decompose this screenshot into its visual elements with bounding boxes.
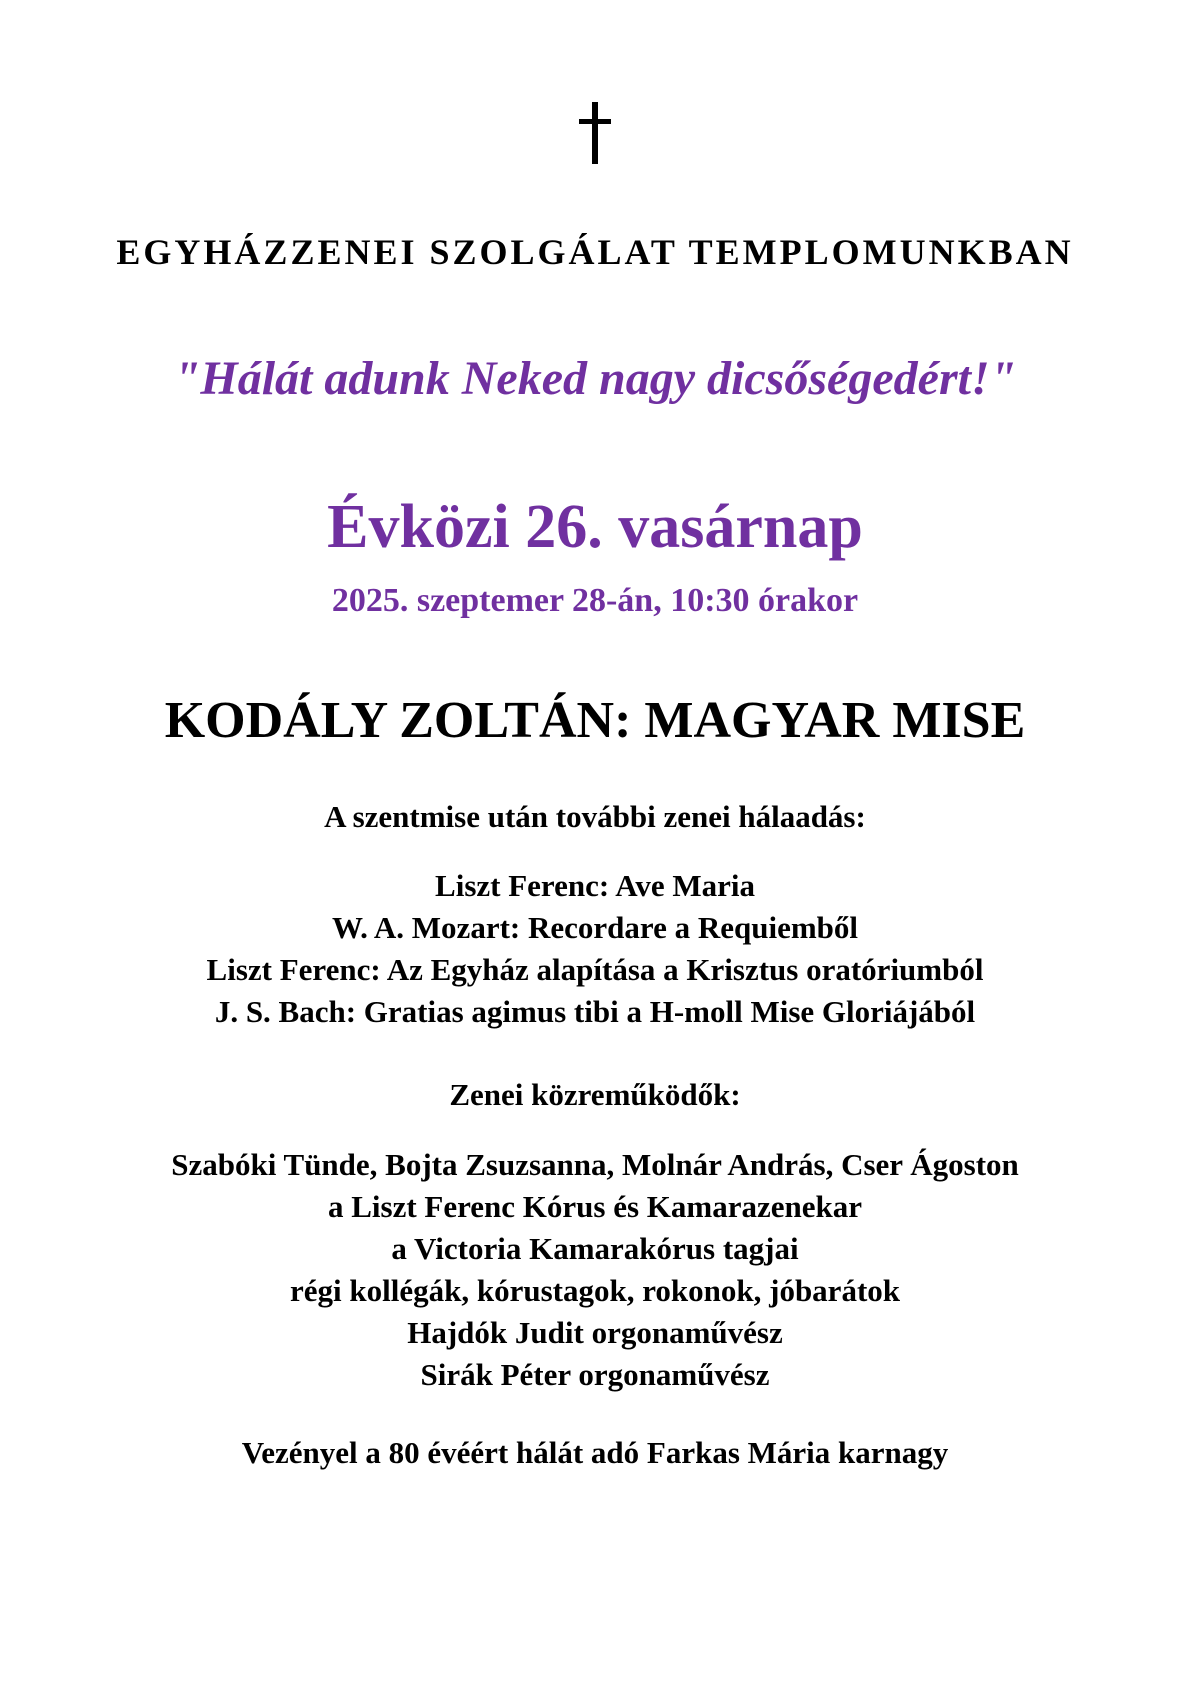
performers-list [0, 1144, 1190, 1396]
main-work-title: KODÁLY ZOLTÁN: MAGYAR MISE [164, 692, 1026, 749]
performer-line: Hajdók Judit orgonaművész [407, 1315, 783, 1350]
program-item: W. A. Mozart: Recordare a Requiemből [331, 910, 859, 945]
event-date-time: 2025. szeptemer 28-án, 10:30 órakor [331, 582, 859, 619]
service-header: EGYHÁZZENEI SZOLGÁLAT TEMPLOMUNKBAN [116, 232, 1074, 272]
performer-line: Sirák Péter orgonaművész [420, 1357, 770, 1392]
program-item: Liszt Ferenc: Ave Maria [435, 868, 755, 903]
performer-line: a Victoria Kamarakórus tagjai [391, 1231, 799, 1266]
program-list [0, 865, 1190, 1033]
liturgical-day-title: Évközi 26. vasárnap [327, 493, 863, 561]
after-mass-heading: A szentmise után további zenei hálaadás: [324, 799, 866, 834]
latin-cross-icon [579, 102, 611, 164]
performers-heading: Zenei közreműködők: [449, 1077, 741, 1112]
performer-line: a Liszt Ferenc Kórus és Kamarazenekar [327, 1189, 863, 1224]
performer-line: régi kollégák, kórustagok, rokonok, jóbarátok [289, 1273, 901, 1308]
program-item: J. S. Bach: Gratias agimus tibi a H-moll Mise Gloriájából [214, 994, 976, 1029]
conductor-line: Vezényel a 80 évéért hálát adó Farkas Mária karnagy [241, 1435, 949, 1470]
performer-line: Szabóki Tünde, Bojta Zsuzsanna, Molnár András, Cser Ágoston [171, 1147, 1019, 1182]
program-item: Liszt Ferenc: Az Egyház alapítása a Krisztus oratóriumból [206, 952, 984, 987]
motto-quote: "Hálát adunk Neked nagy dicsőségedért!" [173, 352, 1017, 405]
